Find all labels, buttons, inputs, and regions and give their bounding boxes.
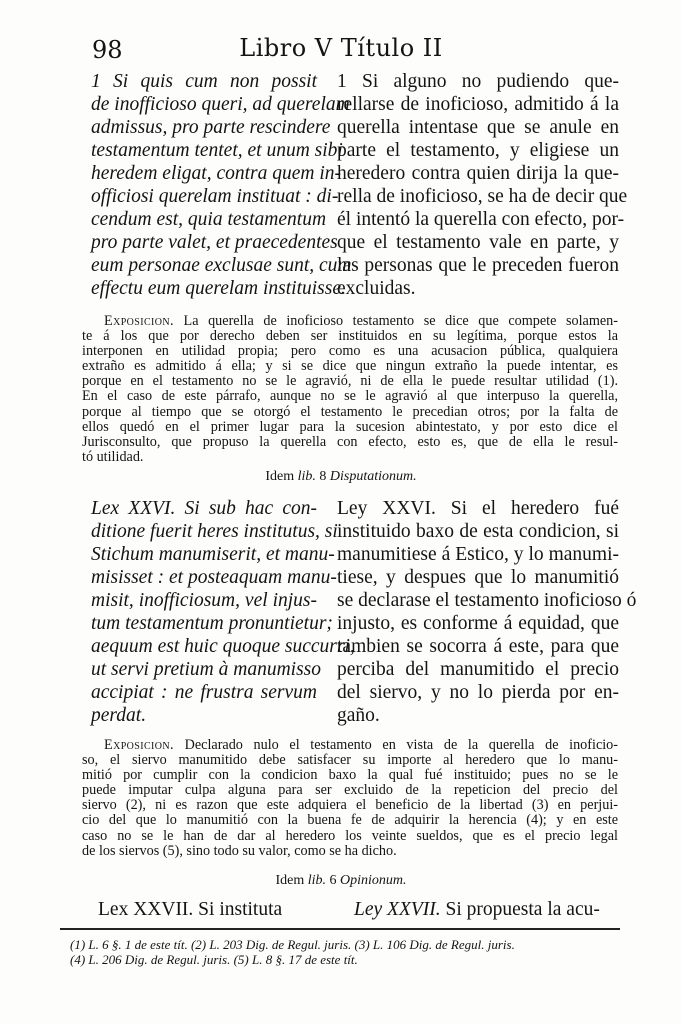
spanish-text-line: tambien se socorra á este, para que (337, 636, 619, 657)
latin-text-line: Stichum manumiserit, et manu- (91, 544, 335, 565)
source-prefix: Idem (275, 873, 305, 888)
latin-text-line: testamentum tentet, et unum sibi (91, 140, 343, 161)
footnote-line-1: (1) L. 6 §. 1 de este tít. (2) L. 203 Dig. de Regul. juris. (3) L. 106 Dig. de Regul. juris. (70, 937, 515, 952)
spanish-text-line: Ley XXVI. Si el heredero fué (337, 498, 619, 519)
exposition-line: mitió por cumplir con la condicion baxo la qual fué instituido; pues no se le (82, 767, 618, 784)
spanish-column-3 (354, 898, 620, 921)
latin-text-line: pro parte valet, et praecedentes (91, 232, 338, 253)
exposition-line (82, 738, 618, 753)
latin-text-line: ditione fuerit heres institutus, si (91, 521, 338, 542)
spanish-text-line: del siervo, y no lo pierda por en- (337, 682, 619, 703)
exposition-line: En el caso de este párrafo, aunque no se le agravió al que interpuso la querella, (82, 388, 618, 405)
exposition-line: interponen en utilidad propia; pero como es una acusacion pública, qualquiera (82, 343, 618, 360)
spanish-text-line: rella de inoficioso, se ha de decir que (337, 186, 628, 207)
latin-text-line: heredem eligat, contra quem in- (91, 163, 342, 184)
spanish-text-line: gaño. (337, 705, 380, 726)
latin-text-line: eum personae exclusae sunt, cum (91, 255, 352, 276)
spanish-text-line: tiese, y despues que lo manumitió (337, 567, 619, 588)
spanish-text-line: 1 Si alguno no pudiendo que- (337, 71, 619, 92)
exposition-line: so, el siervo manumitido debe satisfacer su importe al heredero que lo manu- (82, 752, 618, 769)
footnote-line-2: (4) L. 206 Dig. de Regul. juris. (5) L. 8 §. 17 de este tít. (70, 952, 358, 967)
spanish-text-line: él intentó la querella con efecto, por- (337, 209, 625, 230)
exposition-line: extraño es admitido á ella; y si se dice que ningun extraño la puede intentar, es (82, 358, 618, 375)
spanish-text-line: manumitiese á Estico, y lo manumi- (337, 544, 619, 565)
spanish-text-line: excluidas. (337, 278, 416, 299)
source-citation-1 (0, 469, 682, 485)
spanish-text-line: instituido baxo de esta condicion, si (337, 521, 619, 542)
exposition-line (82, 314, 618, 329)
exposition-label: Exposicion. (104, 737, 174, 753)
exposition-1 (82, 314, 618, 465)
exposition-line: de los siervos (5), sino todo su valor, como se ha dicho. (82, 842, 397, 859)
page-number: 98 (92, 36, 123, 64)
exposition-text: La querella de inoficioso testamento se dice que compete solamen- (183, 313, 619, 329)
exposition-line: porque al tiempo que se otorgó el testamento le precedian otros; por la falta de (82, 403, 618, 420)
spanish-text-line: se declarase el testamento inoficioso ó (337, 590, 637, 611)
latin-text-line: 1 Si quis cum non possit (91, 71, 317, 92)
source-number: 8 (319, 469, 327, 484)
latin-column-2 (91, 497, 355, 727)
latin-text-line: Lex XXVI. Si sub hac con- (91, 498, 317, 519)
latin-text-line: de inofficioso queri, ad querelam (91, 94, 350, 115)
spanish-text-line: que el testamento vale en parte, y (337, 232, 619, 253)
latin-text-line: cendum est, quia testamentum (91, 209, 327, 230)
exposition-label: Exposicion. (104, 313, 174, 329)
latin-column-3 (98, 898, 318, 921)
exposition-line: te á los que por derecho deben ser instituidos en su legítima, porque estos la (82, 328, 618, 345)
latin-text-line: officiosi querelam instituat : di- (91, 186, 339, 207)
spanish-column-1 (337, 70, 628, 300)
latin-text-line: perdat. (91, 705, 147, 726)
exposition-line: caso no se le han de dar al heredero los veinte sueldos, que es el precio legal (82, 827, 618, 844)
source-prefix: Idem (265, 469, 295, 484)
source-citation-2 (0, 873, 682, 889)
source-work: Disputationum. (329, 469, 417, 484)
spanish-text-line: heredero contra quien dirija la que- (337, 163, 619, 184)
spanish-column-2 (337, 497, 637, 727)
spanish-text-line: rellarse de inoficioso, admitido á la (337, 94, 619, 115)
latin-text-line: tum testamentum pronuntietur; (91, 613, 333, 634)
running-title: Libro V Título II (239, 34, 443, 62)
ley-27-text: Si propuesta la acu- (445, 899, 600, 920)
exposition-line: puede imputar culpa alguna para ser excluido de la repeticion del precio del (82, 782, 618, 799)
ley-27-heading: Ley XXVII. (354, 899, 441, 920)
source-work: Opinionum. (340, 873, 407, 888)
latin-text-line: misit, inofficiosum, vel injus- (91, 590, 317, 611)
latin-column-1 (91, 70, 352, 300)
latin-text-line: accipiat : ne frustra servum (91, 682, 317, 703)
lex-27-heading: Lex XXVII. Si instituta (98, 899, 283, 920)
exposition-line: porque en el testamento no se le agravió, ni de ella le puede resultar utilidad (1). (82, 373, 618, 390)
spanish-text-line: querella intentase que se anule en (337, 117, 619, 138)
spanish-text-line: injusto, es conforme á equidad, que (337, 613, 619, 634)
exposition-line: tó utilidad. (82, 448, 144, 465)
exposition-line: ellos quedó en el primer lugar para la sucesion abintestato, y por esto dice el (82, 418, 618, 435)
latin-text-line: ut servi pretium à manumisso (91, 659, 322, 680)
page-header (0, 34, 682, 68)
exposition-line: siervo (2), ni es razon que este adquiera el beneficio de la libertad (3) en perjui- (82, 797, 618, 814)
source-number: 6 (329, 873, 337, 888)
spanish-text-line: perciba del manumitido el precio (337, 659, 619, 680)
source-lib: lib. (297, 469, 316, 484)
exposition-line: cio del que lo manumitió con la buena fe de adquirir la herencia (4); y en este (82, 812, 618, 829)
exposition-2 (82, 738, 618, 859)
latin-text-line: misisset : et posteaquam manu- (91, 567, 337, 588)
source-lib: lib. (307, 873, 327, 888)
footnote-rule (60, 928, 620, 930)
spanish-text-line: las personas que le preceden fueron (337, 255, 619, 276)
footnotes (70, 937, 630, 967)
exposition-text: Declarado nulo el testamento en vista de la querella de inoficio- (184, 737, 619, 753)
latin-text-line: aequum est huic quoque succurri, (91, 636, 355, 657)
spanish-text-line: parte el testamento, y eligiese un (337, 140, 619, 161)
latin-text-line: admissus, pro parte rescindere (91, 117, 331, 138)
exposition-line: Jurisconsulto, que propuso la querella con efecto, esto es, que de ella le resul- (82, 433, 618, 450)
latin-text-line: effectu eum querelam instituisse. (91, 278, 346, 299)
